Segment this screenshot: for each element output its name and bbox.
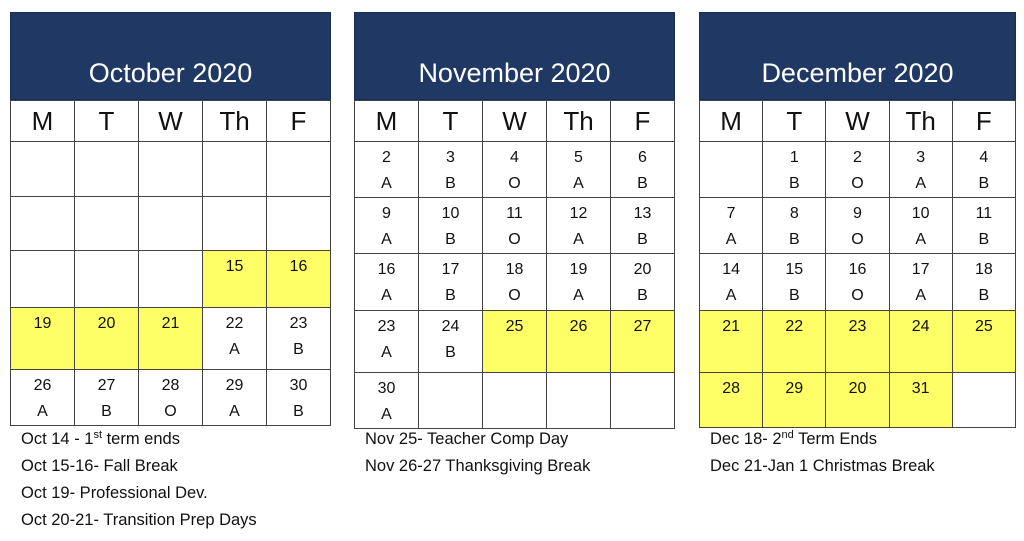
day-letter: A [573, 231, 584, 248]
weekday-header [700, 101, 1016, 142]
day-letter: A [381, 344, 392, 361]
day-cell [952, 373, 1015, 428]
day-number [267, 142, 330, 145]
day-number: 29 [225, 377, 244, 394]
day-letter: A [229, 403, 240, 420]
day-number [953, 373, 1015, 376]
note-transition-prep: Oct 20-21- Transition Prep Days [21, 511, 257, 529]
week-row [11, 251, 331, 308]
day-number: 21 [722, 318, 740, 335]
weekday-f: F [267, 101, 331, 142]
november-notes [365, 426, 590, 480]
day-letter: O [164, 403, 177, 420]
day-cell [826, 254, 889, 311]
month-grid [354, 100, 675, 429]
day-cell [11, 142, 75, 197]
day-cell [952, 198, 1015, 254]
day-number: 23 [377, 318, 396, 335]
day-cell [547, 142, 611, 198]
day-number: 30 [289, 377, 308, 394]
day-letter: A [915, 175, 926, 192]
day-cell [952, 311, 1015, 373]
day-cell [75, 197, 139, 251]
day-cell [889, 142, 952, 198]
day-number: 22 [225, 315, 244, 332]
day-number [483, 373, 546, 376]
day-number: 9 [853, 205, 862, 222]
weekday-t: T [75, 101, 139, 142]
day-number [139, 251, 202, 254]
day-cell [700, 142, 763, 198]
day-cell [11, 308, 75, 370]
day-cell [267, 142, 331, 197]
day-number [203, 142, 266, 145]
calendar-november [354, 12, 675, 429]
weekday-m: M [700, 101, 763, 142]
day-number: 20 [633, 261, 652, 278]
note-term-ends: Oct 14 - 1st term ends [21, 429, 180, 448]
day-letter: B [637, 231, 648, 248]
day-number: 16 [848, 261, 867, 278]
note-christmas-break: Dec 21-Jan 1 Christmas Break [710, 457, 935, 475]
day-letter: A [915, 231, 926, 248]
week-row [355, 254, 675, 311]
october-notes [21, 426, 257, 534]
weekday-f: F [611, 101, 675, 142]
day-number: 10 [911, 205, 930, 222]
day-cell [952, 254, 1015, 311]
week-row [355, 142, 675, 198]
day-number: 25 [505, 318, 524, 335]
day-number: 3 [916, 149, 926, 166]
day-letter: B [101, 403, 112, 420]
day-cell [139, 197, 203, 251]
day-cell [547, 311, 611, 373]
day-letter: B [445, 175, 456, 192]
day-number: 13 [633, 205, 652, 222]
day-cell [611, 142, 675, 198]
day-cell [763, 254, 826, 311]
weekday-w: W [139, 101, 203, 142]
day-number [139, 142, 202, 145]
day-cell [267, 308, 331, 370]
day-cell [889, 254, 952, 311]
day-number: 20 [97, 315, 116, 332]
day-cell [267, 251, 331, 308]
day-cell [763, 142, 826, 198]
day-cell [139, 370, 203, 426]
day-letter: B [637, 175, 648, 192]
day-letter: O [508, 231, 521, 248]
day-letter: A [573, 287, 584, 304]
day-letter: B [445, 231, 456, 248]
day-number [139, 197, 202, 200]
month-title: October 2020 [10, 12, 331, 100]
weekday-th: Th [547, 101, 611, 142]
day-cell [547, 254, 611, 311]
month-title: November 2020 [354, 12, 675, 100]
day-number: 10 [441, 205, 460, 222]
calendar-october [10, 12, 331, 426]
day-cell [611, 198, 675, 254]
week-row [355, 311, 675, 373]
day-number: 15 [225, 258, 244, 275]
day-cell [419, 142, 483, 198]
day-letter: A [381, 175, 392, 192]
day-number: 11 [975, 205, 993, 222]
day-number [11, 142, 74, 145]
month-grid [699, 100, 1016, 428]
day-cell [483, 373, 547, 429]
day-letter: O [508, 287, 521, 304]
day-letter: O [851, 175, 864, 192]
day-letter: B [293, 403, 304, 420]
day-number: 9 [382, 205, 391, 222]
day-letter: A [915, 287, 926, 304]
day-number: 11 [506, 205, 523, 222]
day-cell [547, 198, 611, 254]
day-letter: A [381, 231, 392, 248]
day-cell [611, 311, 675, 373]
day-number [11, 197, 74, 200]
day-cell [75, 308, 139, 370]
day-number [75, 197, 138, 200]
day-number: 24 [911, 318, 930, 335]
day-cell [11, 370, 75, 426]
day-letter: A [37, 403, 48, 420]
day-cell [419, 373, 483, 429]
day-cell [419, 254, 483, 311]
day-cell [483, 254, 547, 311]
week-row [11, 197, 331, 251]
day-cell [355, 311, 419, 373]
day-number: 7 [726, 205, 736, 222]
note-teacher-comp-day: Nov 25- Teacher Comp Day [365, 430, 569, 448]
day-cell [419, 198, 483, 254]
day-number: 18 [974, 261, 993, 278]
day-number: 4 [979, 149, 989, 166]
day-cell [700, 198, 763, 254]
day-number: 18 [505, 261, 524, 278]
week-row [700, 311, 1016, 373]
day-number: 19 [569, 261, 588, 278]
day-cell [139, 142, 203, 197]
day-number: 23 [848, 318, 867, 335]
day-number: 26 [33, 377, 52, 394]
day-cell [203, 197, 267, 251]
week-row [355, 198, 675, 254]
day-cell [889, 198, 952, 254]
day-number: 25 [974, 318, 993, 335]
day-number [267, 197, 330, 200]
day-letter: B [788, 175, 800, 192]
day-letter: B [978, 287, 990, 304]
day-number: 21 [161, 315, 180, 332]
day-cell [203, 308, 267, 370]
day-letter: B [978, 175, 990, 192]
day-letter: A [725, 231, 737, 248]
day-cell [11, 197, 75, 251]
day-number: 31 [911, 380, 930, 397]
day-cell [203, 142, 267, 197]
day-number: 6 [638, 149, 647, 166]
week-row [700, 254, 1016, 311]
day-letter: A [229, 341, 240, 358]
weekday-th: Th [889, 101, 952, 142]
day-cell [952, 142, 1015, 198]
day-number: 17 [911, 261, 930, 278]
day-number: 30 [377, 380, 396, 397]
week-row [11, 308, 331, 370]
week-row [700, 198, 1016, 254]
day-cell [483, 311, 547, 373]
day-letter: A [725, 287, 737, 304]
day-cell [203, 370, 267, 426]
day-cell [889, 311, 952, 373]
day-number: 3 [446, 149, 455, 166]
day-cell [700, 373, 763, 428]
day-letter: B [788, 231, 800, 248]
day-cell [826, 142, 889, 198]
day-cell [826, 198, 889, 254]
day-cell [267, 197, 331, 251]
weekday-w: W [826, 101, 889, 142]
weekday-w: W [483, 101, 547, 142]
day-number: 14 [722, 261, 740, 278]
day-number: 17 [441, 261, 460, 278]
day-letter: O [851, 231, 864, 248]
day-number [75, 251, 138, 254]
day-cell [75, 142, 139, 197]
week-row [700, 142, 1016, 198]
day-letter: B [445, 287, 456, 304]
day-cell [826, 373, 889, 428]
weekday-m: M [355, 101, 419, 142]
week-row [700, 373, 1016, 428]
weekday-header [355, 101, 675, 142]
week-row [11, 370, 331, 426]
day-number [11, 251, 74, 254]
day-number [547, 373, 610, 376]
day-cell [826, 311, 889, 373]
day-cell [75, 370, 139, 426]
day-cell [763, 373, 826, 428]
day-cell [611, 373, 675, 429]
day-cell [700, 311, 763, 373]
day-cell [355, 142, 419, 198]
day-cell [763, 311, 826, 373]
day-number: 16 [377, 261, 396, 278]
day-number: 2 [382, 149, 391, 166]
day-number: 5 [574, 149, 583, 166]
day-cell [763, 198, 826, 254]
day-number [203, 197, 266, 200]
day-cell [547, 373, 611, 429]
day-number: 28 [161, 377, 180, 394]
day-number: 20 [848, 380, 867, 397]
day-number: 1 [789, 149, 799, 166]
day-letter: B [445, 344, 456, 361]
day-number: 15 [785, 261, 804, 278]
weekday-t: T [419, 101, 483, 142]
day-cell [419, 311, 483, 373]
weekday-th: Th [203, 101, 267, 142]
day-number: 28 [722, 380, 740, 397]
day-number: 27 [633, 318, 652, 335]
day-cell [611, 254, 675, 311]
calendar-december [699, 12, 1016, 428]
day-cell [483, 198, 547, 254]
day-number: 12 [569, 205, 588, 222]
month-title: December 2020 [699, 12, 1016, 100]
month-grid [10, 100, 331, 426]
day-cell [203, 251, 267, 308]
day-cell [11, 251, 75, 308]
day-number: 24 [441, 318, 460, 335]
day-letter: A [573, 175, 584, 192]
day-cell [355, 254, 419, 311]
day-cell [139, 308, 203, 370]
day-cell [267, 370, 331, 426]
day-number: 16 [289, 258, 308, 275]
day-number: 2 [853, 149, 862, 166]
day-number: 29 [785, 380, 804, 397]
note-thanksgiving-break: Nov 26-27 Thanksgiving Break [365, 457, 591, 475]
day-cell [483, 142, 547, 198]
day-number: 23 [289, 315, 308, 332]
day-cell [700, 254, 763, 311]
december-notes [710, 426, 935, 480]
note-fall-break: Oct 15-16- Fall Break [21, 457, 178, 475]
day-cell [355, 198, 419, 254]
weekday-header [11, 101, 331, 142]
day-letter: A [381, 406, 392, 423]
day-letter: B [978, 231, 990, 248]
day-number: 22 [785, 318, 804, 335]
day-cell [355, 373, 419, 429]
day-cell [139, 251, 203, 308]
week-row [355, 373, 675, 429]
weekday-m: M [11, 101, 75, 142]
day-letter: O [851, 287, 864, 304]
day-number [611, 373, 674, 376]
weekday-f: F [952, 101, 1015, 142]
day-number: 26 [569, 318, 588, 335]
day-number: 19 [33, 315, 52, 332]
day-letter: A [381, 287, 392, 304]
weekday-t: T [763, 101, 826, 142]
day-number [700, 142, 762, 145]
day-number [419, 373, 482, 376]
day-cell [75, 251, 139, 308]
day-letter: B [637, 287, 648, 304]
note-professional-dev: Oct 19- Professional Dev. [21, 484, 208, 502]
note-term-ends: Dec 18- 2nd Term Ends [710, 429, 877, 448]
day-cell [889, 373, 952, 428]
day-number: 4 [510, 149, 519, 166]
day-number: 8 [789, 205, 799, 222]
day-letter: B [293, 341, 304, 358]
day-number [75, 142, 138, 145]
day-letter: B [788, 287, 800, 304]
week-row [11, 142, 331, 197]
day-letter: O [508, 175, 521, 192]
day-number: 27 [97, 377, 116, 394]
